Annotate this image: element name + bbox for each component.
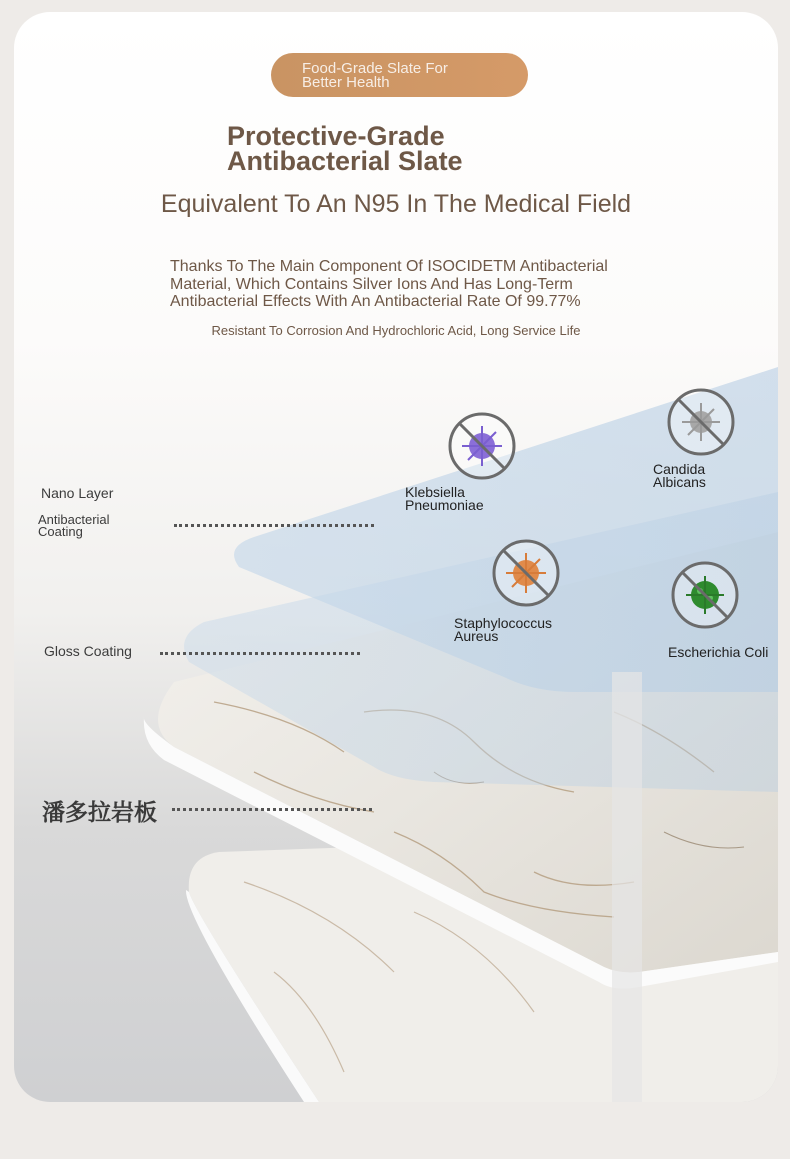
slate-brand-label: 潘多拉岩板: [42, 800, 157, 826]
description: [170, 258, 670, 311]
food-grade-badge: [271, 53, 528, 97]
candida-line-1: Candida: [653, 461, 706, 477]
klebsiella-line-1: Klebsiella: [405, 484, 465, 500]
antibacterial-coating-line-1: Antibacterial: [38, 512, 110, 527]
subtitle: Equivalent To An N95 In The Medical Field: [160, 190, 632, 218]
durability-note: Resistant To Corrosion And Hydrochloric Acid, Long Service Life: [211, 323, 581, 338]
slate-leader-line: [172, 808, 372, 811]
klebsiella-label: [405, 486, 484, 512]
ecoli-label: Escherichia Coli: [668, 644, 769, 660]
title-line-2: Antibacterial Slate: [227, 146, 463, 176]
badge-line-2: Better Health: [302, 74, 390, 91]
candida-forbidden-icon: [666, 387, 736, 457]
product-card: [14, 12, 778, 1102]
candida-label: [653, 463, 706, 489]
candida-line-2: Albicans: [653, 474, 706, 490]
antibacterial-coating-label: [38, 514, 110, 538]
page-title: [227, 121, 463, 176]
gloss-coating-label: Gloss Coating: [44, 643, 132, 659]
description-line-1: Thanks To The Main Component Of ISOCIDETM Antibacterial: [170, 258, 608, 275]
antibacterial-coating-line-2: Coating: [38, 524, 83, 539]
nano-layer-label: Nano Layer: [41, 485, 114, 501]
gloss-leader-line: [160, 652, 360, 655]
antibacterial-leader-line: [174, 524, 374, 527]
staph-label: [454, 617, 552, 643]
description-line-2: Material, Which Contains Silver Ions And Has Long-Term: [170, 275, 573, 293]
klebsiella-line-2: Pneumoniae: [405, 497, 484, 513]
staph-forbidden-icon: [491, 538, 561, 608]
title-line-1: Protective-Grade: [227, 121, 445, 151]
staph-line-1: Staphylococcus: [454, 615, 553, 631]
ecoli-forbidden-icon: [670, 560, 740, 630]
staph-line-2: Aureus: [454, 628, 499, 644]
badge-line-1: Food-Grade Slate For: [302, 60, 448, 77]
description-line-3: Antibacterial Effects With An Antibacterial Rate Of 99.77%: [170, 293, 581, 310]
klebsiella-forbidden-icon: [447, 411, 517, 481]
